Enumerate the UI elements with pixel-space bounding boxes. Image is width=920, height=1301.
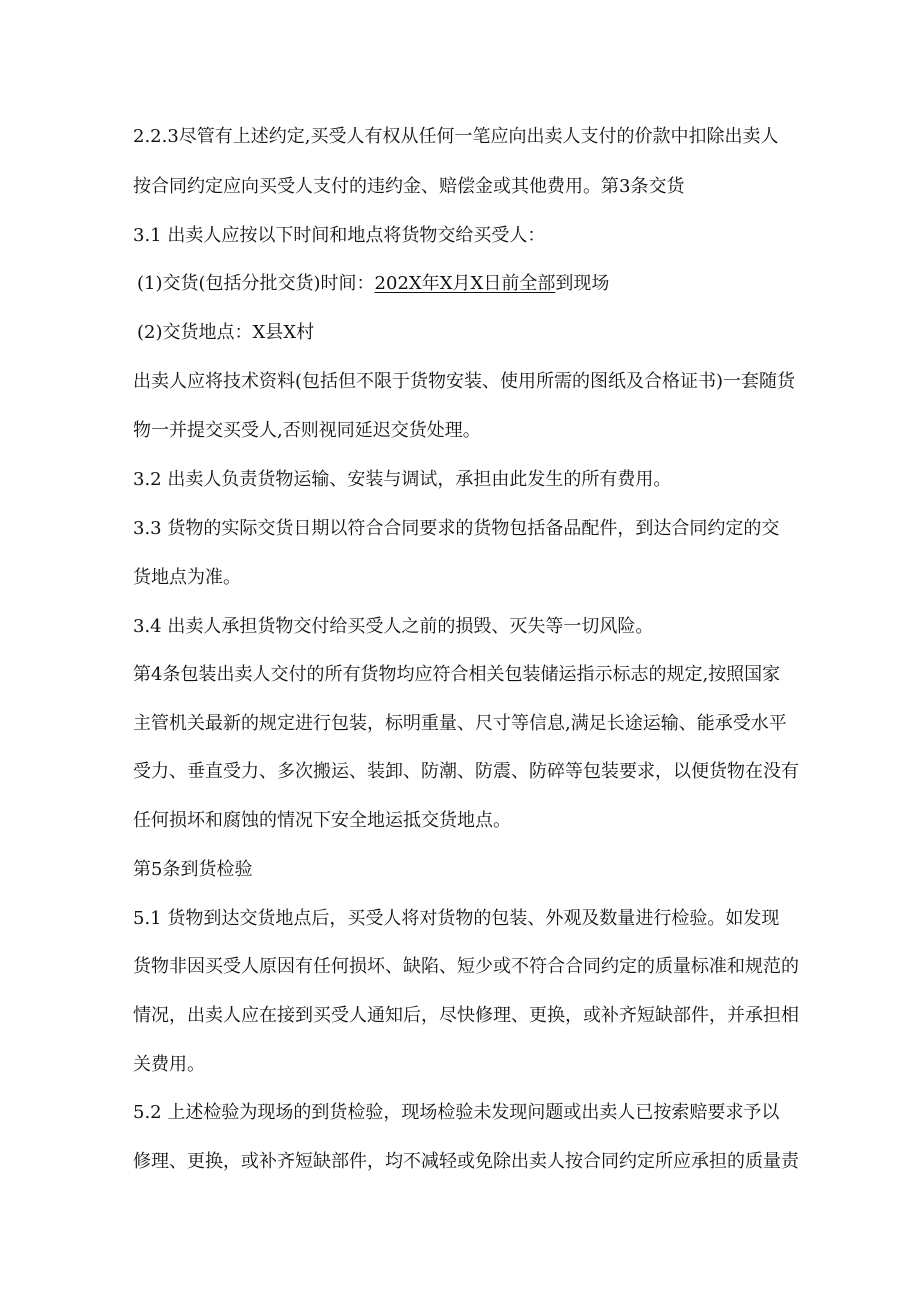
text-line: 受力、垂直受力、多次搬运、装卸、防潮、防震、防碎等包装要求，以便货物在没有 (133, 761, 799, 782)
text-line: 3.3 货物的实际交货日期以符合合同要求的货物包括备品配件，到达合同约定的交 (133, 518, 780, 539)
text-line: 货地点为准。 (133, 567, 241, 588)
text-line: 任何损坏和腐蚀的情况下安全地运抵交货地点。 (133, 810, 511, 831)
text-line: (2)交货地点：X县X村 (137, 322, 315, 343)
delivery-time-line (137, 271, 827, 297)
text-line: 货物非因买受人原因有任何损坏、缺陷、短少或不符合合同约定的质量标准和规范的 (133, 956, 799, 977)
section-heading: 第5条到货检验 (133, 859, 253, 880)
delivery-time-suffix: 到现场 (555, 273, 610, 294)
text-line: 3.1 出卖人应按以下时间和地点将货物交给买受人： (133, 225, 546, 246)
text-line: 第4条包装出卖人交付的所有货物均应符合相关包装储运指示标志的规定,按照国家 (133, 664, 781, 685)
text-line: 2.2.3尽管有上述约定,买受人有权从任何一笔应向出卖人支付的价款中扣除出卖人 (133, 126, 779, 147)
text-line: 物一并提交买受人,否则视同延迟交货处理。 (133, 420, 481, 441)
text-line: 5.1 货物到达交货地点后，买受人将对货物的包装、外观及数量进行检验。如发现 (133, 908, 780, 929)
text-line: 关费用。 (133, 1054, 205, 1075)
text-line: 3.4 出卖人承担货物交付给买受人之前的损毁、灭失等一切风险。 (133, 616, 654, 637)
text-line: 3.2 出卖人负责货物运输、安装与调试，承担由此发生的所有费用。 (133, 469, 672, 490)
text-line: 5.2 上述检验为现场的到货检验，现场检验未发现问题或出卖人已按索赔要求予以 (133, 1102, 780, 1123)
text-line: 按合同约定应向买受人支付的违约金、赔偿金或其他费用。第3条交货 (133, 176, 685, 197)
text-line: 修理、更换，或补齐短缺部件，均不减轻或免除出卖人按合同约定所应承担的质量责 (133, 1151, 799, 1172)
delivery-time-value: 202X年X月X日前全部 (374, 273, 556, 294)
text-line: 主管机关最新的规定进行包装，标明重量、尺寸等信息,满足长途运输、能承受水平 (133, 713, 787, 734)
text-line: 出卖人应将技术资料(包括但不限于货物安装、使用所需的图纸及合格证书)一套随货 (133, 371, 796, 392)
text-line: 情况，出卖人应在接到买受人通知后，尽快修理、更换，或补齐短缺部件，并承担相 (133, 1005, 799, 1026)
delivery-time-label: (1)交货(包括分批交货)时间： (137, 273, 375, 294)
